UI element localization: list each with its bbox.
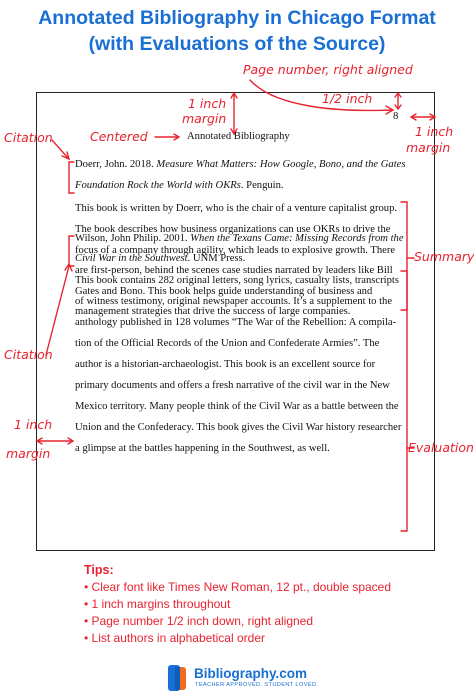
tips-heading: Tips:: [84, 563, 114, 577]
page-number: 8: [393, 111, 399, 122]
entry-2-citation-line-1: [75, 233, 404, 244]
citation-annotation-1: Citation: [4, 130, 53, 145]
tip-text: 1 inch margins throughout: [91, 597, 231, 611]
evaluation-annotation: Evaluation: [408, 440, 474, 455]
centered-annotation: Centered: [90, 129, 148, 144]
citation-2-bracket: [69, 236, 74, 266]
evaluation-line: Mexico territory. Many people think of the Civil War as a battle between the: [75, 401, 399, 412]
entry-2-publisher: . UNM Press.: [187, 253, 246, 264]
entry-1-author-date: Doerr, John. 2018.: [75, 159, 157, 170]
top-margin-annotation-line-1: 1 inch: [188, 96, 227, 111]
left-margin-annotation-line-1: 1 inch: [14, 417, 53, 432]
left-margin-annotation-line-2: margin: [6, 446, 51, 461]
entry-1-title-part-1: Measure What Matters: How Google, Bono, and the Gates: [156, 159, 406, 170]
summary-line: Gates and Bono. This book helps guide understanding of business and: [75, 286, 373, 297]
evaluation-line: Union and the Confederacy. This book gives the Civil War history researcher: [75, 422, 402, 433]
summary-bracket: [401, 202, 407, 310]
evaluation-line: author is a historian-archaeologist. This book is an excellent source for: [75, 359, 376, 370]
right-margin-annotation-line-2: margin: [406, 140, 451, 155]
tip-text: Clear font like Times New Roman, 12 pt., double spaced: [91, 580, 392, 594]
summary-line: The book describes how business organizations can use OKRs to drive the: [75, 224, 391, 235]
entry-1-citation-line-2: [75, 180, 284, 191]
citation-2-arrow: [46, 266, 69, 355]
entry-2-citation-line-2: [75, 253, 245, 264]
document-heading: Annotated Bibliography: [187, 131, 290, 142]
entry-1-title-part-2: Foundation Rock the World with OKRs: [75, 180, 241, 191]
entry-1-publisher: . Penguin.: [240, 180, 284, 191]
tip-item: • Page number 1/2 inch down, right aligned: [84, 614, 314, 628]
summary-annotation: Summary: [414, 249, 474, 264]
page-title-line-2: (with Evaluations of the Source): [88, 33, 386, 55]
summary-line: focus of a company through agility, which leads to explosive growth. There: [75, 245, 396, 256]
evaluation-line: a glimpse at the battles happening in the Southwest, as well.: [75, 443, 330, 454]
evaluation-line: primary documents and offers a fresh narrative of the civil war in the New: [75, 380, 390, 391]
evaluation-line: This book contains 282 original letters, song lyrics, casualty lists, transcripts: [75, 275, 399, 286]
tip-text: Page number 1/2 inch down, right aligned: [91, 614, 314, 628]
tip-text: List authors in alphabetical order: [91, 631, 265, 645]
evaluation-line: anthology published in 128 volumes “The War of the Rebellion: A compila-: [75, 317, 397, 328]
entry-2-title-part-2: Civil War in the Southwest: [75, 253, 188, 264]
right-margin-annotation-line-1: 1 inch: [415, 124, 454, 139]
page-title-line-1: Annotated Bibliography in Chicago Format: [38, 7, 436, 29]
half-inch-annotation: 1/2 inch: [322, 91, 373, 106]
brand-tagline: TEACHER APPROVED. STUDENT LOVED.: [195, 682, 319, 688]
entry-2-author-date: Wilson, John Philip. 2001.: [75, 233, 191, 244]
brand-name: Bibliography.com: [194, 666, 308, 681]
bibliography-logo-icon: [166, 663, 190, 693]
tip-item: • List authors in alphabetical order: [84, 631, 265, 645]
top-margin-annotation-line-2: margin: [182, 111, 227, 126]
summary-line: management strategies that drive the success of large companies.: [75, 306, 351, 317]
citation-1-arrow: [52, 140, 68, 158]
entry-1-citation-line-1: [75, 159, 406, 170]
summary-line: This book is written by Doerr, who is the chair of a venture capitalist group.: [75, 203, 398, 214]
evaluation-line: of witness testimony, original newspaper accounts. It’s a supplement to the: [75, 296, 393, 307]
citation-1-bracket: [69, 162, 74, 193]
entry-2-title-part-1: When the Texans Came: Missing Records from the: [190, 233, 404, 244]
tip-item: • Clear font like Times New Roman, 12 pt., double spaced: [84, 580, 392, 594]
citation-annotation-2: Citation: [4, 347, 53, 362]
page-number-annotation: Page number, right aligned: [243, 62, 413, 77]
summary-line: are first-person, behind the scenes case studies narrated by leaders like Bill: [75, 265, 393, 276]
tip-item: • 1 inch margins throughout: [84, 597, 231, 611]
evaluation-line: tion of the Official Records of the Union and Confederate Armies”. The: [75, 338, 380, 349]
